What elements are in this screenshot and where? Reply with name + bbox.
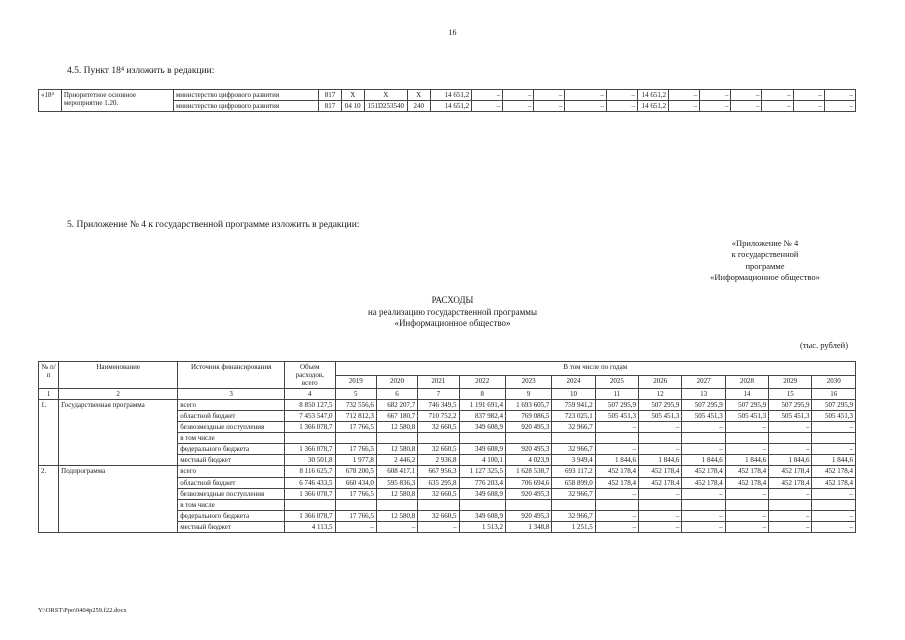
year-value: 1 844,6 <box>769 455 812 466</box>
csr-code: X <box>364 90 407 101</box>
total-value <box>285 499 335 510</box>
header-row <box>39 362 856 376</box>
year-value: 507 295,9 <box>812 400 856 411</box>
year-value: – <box>725 422 768 433</box>
year-value: – <box>639 510 682 521</box>
year-value: 732 556,6 <box>335 400 376 411</box>
year-value: 505 451,3 <box>725 411 768 422</box>
header-year-2030: 2030 <box>812 375 856 389</box>
total-value: 7 453 547,0 <box>285 411 335 422</box>
year-value: – <box>725 444 768 455</box>
header-num: № п/п <box>39 362 59 389</box>
year-value: 507 295,9 <box>725 400 768 411</box>
year-value <box>595 433 638 444</box>
total-value: 8 850 127,5 <box>285 400 335 411</box>
year-value: 452 178,4 <box>595 477 638 488</box>
total-value: 30 501,8 <box>285 455 335 466</box>
year-value: 507 295,9 <box>595 400 638 411</box>
year-value: 759 941,2 <box>552 400 595 411</box>
total-value: 14 651,2 <box>430 101 471 112</box>
header-year-2020: 2020 <box>376 375 417 389</box>
year-value-2029: – <box>793 90 824 101</box>
year-value: 712 812,3 <box>335 411 376 422</box>
year-value: 505 451,3 <box>812 411 856 422</box>
appendix-reference-block <box>640 238 890 284</box>
year-value: 658 899,0 <box>552 477 595 488</box>
year-value: 746 349,5 <box>418 400 459 411</box>
year-value-2021: – <box>534 101 565 112</box>
year-value: 1 693 605,7 <box>505 400 551 411</box>
year-value: – <box>639 422 682 433</box>
year-value <box>769 433 812 444</box>
year-value: 452 178,4 <box>725 477 768 488</box>
program-name: Подпрограмма <box>59 466 178 532</box>
column-number: 16 <box>812 389 856 400</box>
table-row <box>39 400 856 411</box>
year-value: 452 178,4 <box>639 477 682 488</box>
year-value: 32 660,5 <box>418 422 459 433</box>
activity-name: Приоритетное основное мероприятие 1.20. <box>61 90 173 112</box>
year-value <box>812 499 856 510</box>
year-value: 1 127 325,5 <box>459 466 505 477</box>
year-value-2030: – <box>824 101 855 112</box>
year-value: 837 982,4 <box>459 411 505 422</box>
year-value <box>639 433 682 444</box>
year-value: 608 417,1 <box>376 466 417 477</box>
rzpr-code: 04 10 <box>341 101 364 112</box>
column-number: 11 <box>595 389 638 400</box>
year-value: 349 608,9 <box>459 444 505 455</box>
year-value: 1 844,6 <box>639 455 682 466</box>
total-value: 8 116 625,7 <box>285 466 335 477</box>
year-value: 660 434,0 <box>335 477 376 488</box>
year-value: 1 251,5 <box>552 521 595 532</box>
year-value <box>812 433 856 444</box>
table-item-18-4 <box>38 89 856 112</box>
header-year-2022: 2022 <box>459 375 505 389</box>
year-value: 769 086,5 <box>505 411 551 422</box>
column-number: 6 <box>376 389 417 400</box>
year-value: – <box>682 488 725 499</box>
year-value: 32 660,5 <box>418 444 459 455</box>
year-value: 12 580,8 <box>376 422 417 433</box>
year-value: 349 608,9 <box>459 488 505 499</box>
total-value: 1 366 078,7 <box>285 422 335 433</box>
year-value: 17 766,5 <box>335 444 376 455</box>
year-value: – <box>682 510 725 521</box>
year-value: 1 191 691,4 <box>459 400 505 411</box>
year-value: – <box>682 422 725 433</box>
year-value: – <box>769 444 812 455</box>
year-value: 452 178,4 <box>595 466 638 477</box>
header-source: Источник финансирования <box>178 362 285 389</box>
header-year-2021: 2021 <box>418 375 459 389</box>
year-value: – <box>725 510 768 521</box>
year-value: 920 495,3 <box>505 444 551 455</box>
year-value: 2 936,8 <box>418 455 459 466</box>
year-value: 505 451,3 <box>639 411 682 422</box>
year-value: – <box>812 444 856 455</box>
year-value: 667 180,7 <box>376 411 417 422</box>
column-number: 2 <box>59 389 178 400</box>
year-value-2019: – <box>472 101 503 112</box>
column-number: 5 <box>335 389 376 400</box>
year-value <box>335 433 376 444</box>
year-value <box>418 499 459 510</box>
year-value: – <box>595 510 638 521</box>
year-value-2029: – <box>793 101 824 112</box>
year-value: 1 844,6 <box>812 455 856 466</box>
year-value <box>725 499 768 510</box>
year-value: 349 608,9 <box>459 510 505 521</box>
year-value: – <box>682 444 725 455</box>
header-year-2028: 2028 <box>725 375 768 389</box>
appendix-line: «Приложение № 4 <box>731 238 799 248</box>
year-value: – <box>812 521 856 532</box>
year-value: 452 178,4 <box>812 477 856 488</box>
table-row <box>39 90 856 101</box>
year-value: 17 766,5 <box>335 510 376 521</box>
year-value: 507 295,9 <box>682 400 725 411</box>
year-value: 635 295,8 <box>418 477 459 488</box>
funding-source: областной бюджет <box>178 477 285 488</box>
year-value: 682 207,7 <box>376 400 417 411</box>
year-value: 595 836,3 <box>376 477 417 488</box>
year-value: 505 451,3 <box>595 411 638 422</box>
year-value: 32 966,7 <box>552 510 595 521</box>
year-value <box>335 499 376 510</box>
year-value: 776 203,4 <box>459 477 505 488</box>
column-number: 12 <box>639 389 682 400</box>
year-value-2028: – <box>762 101 793 112</box>
total-value <box>285 433 335 444</box>
year-value: – <box>595 422 638 433</box>
year-value: 920 495,3 <box>505 510 551 521</box>
year-value: 1 348,8 <box>505 521 551 532</box>
year-value: 452 178,4 <box>682 466 725 477</box>
funding-source: областной бюджет <box>178 411 285 422</box>
grbs-code: 817 <box>319 101 342 112</box>
year-value-2030: – <box>824 90 855 101</box>
year-value-2025: – <box>669 101 700 112</box>
vr-code: 240 <box>407 101 430 112</box>
year-value: 1 844,6 <box>595 455 638 466</box>
column-number-row <box>39 389 856 400</box>
year-value <box>376 499 417 510</box>
year-value-2027: – <box>731 101 762 112</box>
header-name: Наименование <box>59 362 178 389</box>
table-row <box>39 466 856 477</box>
expenses-table <box>38 361 856 533</box>
year-value: 17 766,5 <box>335 422 376 433</box>
year-value: 1 628 538,7 <box>505 466 551 477</box>
header-by-year: В том числе по годам <box>335 362 855 376</box>
column-number: 9 <box>505 389 551 400</box>
year-value-2025: – <box>669 90 700 101</box>
header-year-2019: 2019 <box>335 375 376 389</box>
column-number: 15 <box>769 389 812 400</box>
column-number: 13 <box>682 389 725 400</box>
title-line: «Информационное общество» <box>394 318 511 329</box>
year-value: 706 694,6 <box>505 477 551 488</box>
header-year-2025: 2025 <box>595 375 638 389</box>
year-value <box>376 433 417 444</box>
year-value: – <box>769 488 812 499</box>
year-value: 32 966,7 <box>552 422 595 433</box>
header-total: Объем расходов, всего <box>285 362 335 389</box>
responsible-org: министерство цифрового развития <box>173 101 318 112</box>
year-value <box>725 433 768 444</box>
header-year-2027: 2027 <box>682 375 725 389</box>
column-number: 10 <box>552 389 595 400</box>
section-heading-4-5: 4.5. Пункт 18⁴ изложить в редакции: <box>67 66 215 76</box>
year-value <box>769 499 812 510</box>
year-value: 12 580,8 <box>376 488 417 499</box>
year-value: – <box>812 488 856 499</box>
year-value-2028: – <box>762 90 793 101</box>
year-value-2019: – <box>472 90 503 101</box>
year-value: 32 966,7 <box>552 488 595 499</box>
year-value: 4 100,1 <box>459 455 505 466</box>
year-value: 17 766,5 <box>335 488 376 499</box>
year-value: – <box>595 444 638 455</box>
appendix-line: программе <box>745 260 785 271</box>
year-value: – <box>335 521 376 532</box>
column-number: 7 <box>418 389 459 400</box>
year-value-2021: – <box>534 90 565 101</box>
year-value: – <box>725 488 768 499</box>
year-value <box>505 433 551 444</box>
row-label: «18⁴ <box>39 90 62 112</box>
funding-source: в том числе <box>178 499 285 510</box>
year-value-2023: – <box>606 101 637 112</box>
units-label: (тыс. рублей) <box>800 340 849 350</box>
year-value: 12 580,8 <box>376 510 417 521</box>
program-name: Государственная программа <box>59 400 178 466</box>
funding-source: федерального бюджета <box>178 510 285 521</box>
year-value: 1 977,8 <box>335 455 376 466</box>
file-path-footer: Y:\ORST\Ppo\0404p259.f22.docx <box>38 607 127 614</box>
total-value: 14 651,2 <box>430 90 471 101</box>
total-value: 1 366 078,7 <box>285 488 335 499</box>
year-value: 12 580,8 <box>376 444 417 455</box>
column-number: 1 <box>39 389 59 400</box>
total-value: 6 746 433,5 <box>285 477 335 488</box>
csr-code: 151D253540 <box>364 101 407 112</box>
column-number: 3 <box>178 389 285 400</box>
funding-source: федерального бюджета <box>178 444 285 455</box>
document-title <box>0 295 905 330</box>
year-value: 920 495,3 <box>505 422 551 433</box>
year-value: – <box>376 521 417 532</box>
year-value <box>552 499 595 510</box>
year-value: 349 608,9 <box>459 422 505 433</box>
funding-source: всего <box>178 466 285 477</box>
year-value-2026: – <box>700 90 731 101</box>
year-value: 452 178,4 <box>725 466 768 477</box>
year-value: – <box>682 521 725 532</box>
year-value: 507 295,9 <box>639 400 682 411</box>
year-value-2020: – <box>503 101 534 112</box>
appendix-line: к государственной <box>731 249 799 260</box>
year-value: – <box>812 422 856 433</box>
rzpr-code: X <box>341 90 364 101</box>
year-value: 505 451,3 <box>769 411 812 422</box>
row-number: 1. <box>39 400 59 466</box>
year-value: – <box>639 444 682 455</box>
year-value-2024: 14 651,2 <box>638 101 669 112</box>
year-value: 505 451,3 <box>682 411 725 422</box>
year-value <box>682 499 725 510</box>
header-year-2026: 2026 <box>639 375 682 389</box>
year-value: 452 178,4 <box>682 477 725 488</box>
year-value: 667 956,3 <box>418 466 459 477</box>
year-value-2022: – <box>565 90 606 101</box>
year-value: – <box>639 521 682 532</box>
total-value: 1 366 078,7 <box>285 444 335 455</box>
year-value: 710 752,2 <box>418 411 459 422</box>
year-value: – <box>595 521 638 532</box>
year-value <box>682 433 725 444</box>
year-value: 2 446,2 <box>376 455 417 466</box>
year-value: 452 178,4 <box>769 477 812 488</box>
year-value <box>595 499 638 510</box>
year-value-2026: – <box>700 101 731 112</box>
vr-code: X <box>407 90 430 101</box>
year-value: 678 200,5 <box>335 466 376 477</box>
year-value: 32 660,5 <box>418 510 459 521</box>
year-value <box>459 499 505 510</box>
total-value: 1 366 078,7 <box>285 510 335 521</box>
year-value: 452 178,4 <box>639 466 682 477</box>
year-value: – <box>418 521 459 532</box>
grbs-code: 817 <box>319 90 342 101</box>
year-value: 1 513,2 <box>459 521 505 532</box>
funding-source: безвозмездные поступления <box>178 488 285 499</box>
funding-source: местный бюджет <box>178 455 285 466</box>
year-value: 4 023,9 <box>505 455 551 466</box>
year-value: – <box>769 510 812 521</box>
header-year-2023: 2023 <box>505 375 551 389</box>
funding-source: всего <box>178 400 285 411</box>
year-value-2027: – <box>731 90 762 101</box>
year-value: 32 966,7 <box>552 444 595 455</box>
title-line: РАСХОДЫ <box>431 295 474 305</box>
year-value: 3 949,4 <box>552 455 595 466</box>
year-value <box>418 433 459 444</box>
year-value <box>639 499 682 510</box>
year-value: 1 844,6 <box>725 455 768 466</box>
responsible-org: министерство цифрового развития <box>173 90 318 101</box>
year-value <box>552 433 595 444</box>
year-value-2023: – <box>606 90 637 101</box>
year-value-2022: – <box>565 101 606 112</box>
year-value: 1 844,6 <box>682 455 725 466</box>
year-value: – <box>725 521 768 532</box>
year-value: 723 025,1 <box>552 411 595 422</box>
page-number: 16 <box>448 28 457 37</box>
row-number: 2. <box>39 466 59 532</box>
column-number: 14 <box>725 389 768 400</box>
year-value: 507 295,9 <box>769 400 812 411</box>
title-line: на реализацию государственной программы <box>367 306 538 317</box>
funding-source: в том числе <box>178 433 285 444</box>
year-value: 693 117,2 <box>552 466 595 477</box>
appendix-line: «Информационное общество» <box>710 272 820 283</box>
funding-source: местный бюджет <box>178 521 285 532</box>
section-heading-5: 5. Приложение № 4 к государственной программе изложить в редакции: <box>67 220 360 230</box>
year-value: – <box>812 510 856 521</box>
year-value-2020: – <box>503 90 534 101</box>
funding-source: безвозмездные поступления <box>178 422 285 433</box>
header-year-2029: 2029 <box>769 375 812 389</box>
total-value: 4 113,5 <box>285 521 335 532</box>
year-value: – <box>769 422 812 433</box>
year-value: – <box>639 488 682 499</box>
year-value: – <box>769 521 812 532</box>
year-value-2024: 14 651,2 <box>638 90 669 101</box>
header-year-2024: 2024 <box>552 375 595 389</box>
year-value <box>459 433 505 444</box>
year-value: 452 178,4 <box>812 466 856 477</box>
year-value: 920 495,3 <box>505 488 551 499</box>
column-number: 8 <box>459 389 505 400</box>
year-value: – <box>595 488 638 499</box>
column-number: 4 <box>285 389 335 400</box>
year-value: 452 178,4 <box>769 466 812 477</box>
year-value <box>505 499 551 510</box>
year-value: 32 660,5 <box>418 488 459 499</box>
